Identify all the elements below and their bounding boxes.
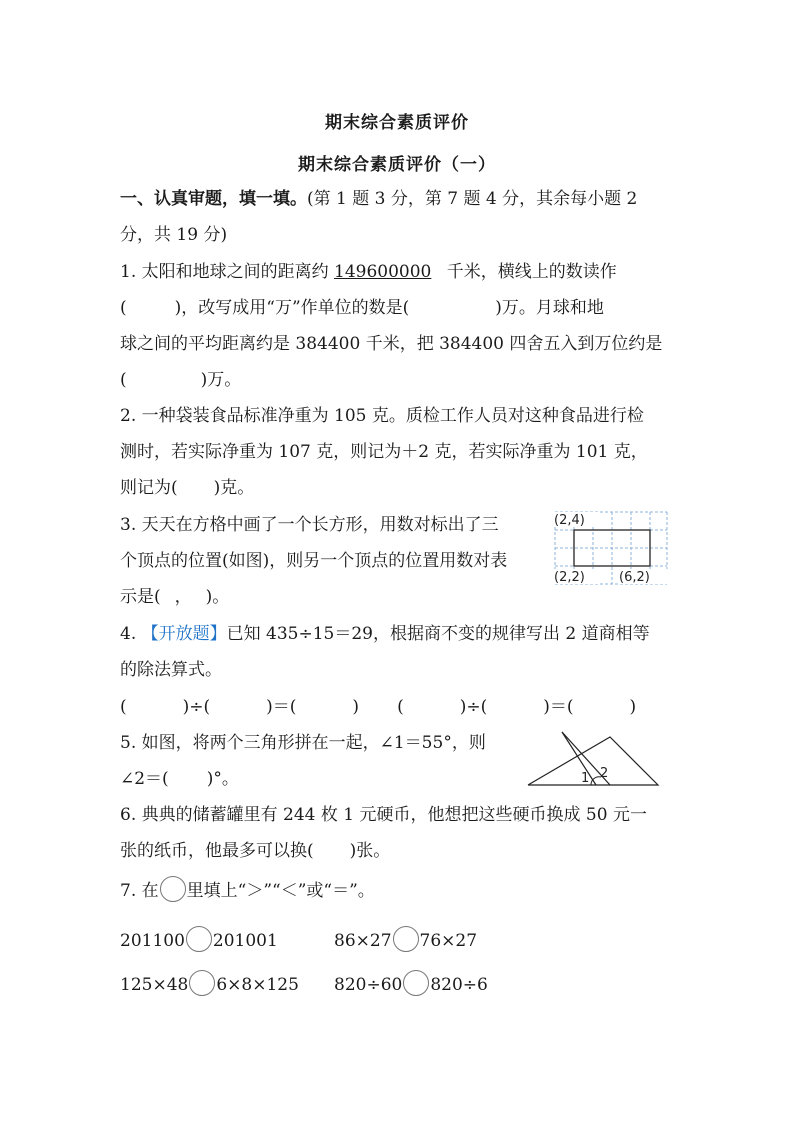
q7-example-circle — [160, 876, 186, 902]
q1-distance-number: 149600000 — [334, 262, 432, 282]
q7-compare-2: 86×27 76×27 — [334, 926, 477, 952]
q7-compare-3: 125×48 6×8×125 — [120, 970, 299, 996]
q3-label-top-left: (2,4) — [554, 513, 585, 528]
q7-compare-1: 201100 201001 — [120, 926, 278, 952]
q1-line-2: ( )，改写成用“万”作单位的数是( )万。月球和地 — [120, 298, 604, 318]
q7-circle-4[interactable] — [403, 970, 429, 996]
q3-label-bottom-left: (2,2) — [554, 570, 585, 585]
q7-line-1: 7. 在 里填上“＞”“＜”或“＝”。 — [120, 876, 375, 902]
q3-line-2: 个顶点的位置(如图)，则另一个顶点的位置用数对表 — [120, 551, 508, 571]
q6-line-2: 张的纸币，他最多可以换( )张。 — [120, 841, 391, 861]
q5-line-1: 5. 如图，将两个三角形拼在一起，∠1＝55°，则 — [120, 733, 486, 753]
q1-line-3: 球之间的平均距离约是 384400 千米，把 384400 四舍五入到万位约是 — [120, 334, 663, 354]
q7-circle-3[interactable] — [189, 970, 215, 996]
q3-line-3: 示是( ， )。 — [120, 587, 230, 607]
section-note-line: 分，共 19 分) — [120, 225, 228, 245]
q5-line-2: ∠2＝( )°。 — [120, 769, 239, 789]
q2-line-1: 2. 一种袋装食品标准净重为 105 克。质检工作人员对这种食品进行检 — [120, 406, 644, 426]
q7-compare-4: 820÷60 820÷6 — [334, 970, 488, 996]
q3-grid-figure — [552, 508, 670, 590]
page-title: 期末综合素质评价 — [325, 113, 469, 133]
page-subtitle: 期末综合素质评价（一） — [298, 155, 496, 175]
q1-text: 1. 太阳和地球之间的距离约 — [120, 262, 335, 282]
q3-line-1: 3. 天天在方格中画了一个长方形，用数对标出了三 — [120, 515, 499, 535]
q5-angle-2-label: 2 — [600, 766, 609, 781]
q3-label-bottom-right: (6,2) — [619, 570, 650, 585]
q7-circle-2[interactable] — [393, 926, 419, 952]
section-heading-line — [120, 184, 637, 209]
open-question-tag: 【开放题】 — [141, 624, 227, 644]
q6-line-1: 6. 典典的储蓄罐里有 244 枚 1 元硬币，他想把这些硬币换成 50 元一 — [120, 805, 647, 825]
q5-angle-1-label: 1 — [581, 771, 590, 786]
q4-equations: ( )÷( )＝( ) ( )÷( )＝( ) — [120, 697, 637, 717]
q2-line-2: 测时，若实际净重为 107 克，则记为＋2 克，若实际净重为 101 克， — [120, 442, 648, 462]
q1-line-4: ( )万。 — [120, 370, 242, 390]
q1-text-2: 千米，横线上的数读作 — [441, 262, 617, 282]
q4-line-1: 4. 【开放题】已知 435÷15＝29，根据商不变的规律写出 2 道商相等 — [120, 624, 650, 644]
section-note: (第 1 题 3 分，第 7 题 4 分，其余每小题 2 — [307, 189, 638, 209]
q2-line-3: 则记为( )克。 — [120, 478, 255, 498]
q4-line-2: 的除法算式。 — [120, 660, 222, 680]
q5-triangles-figure — [526, 730, 660, 790]
q1-line-1 — [120, 257, 617, 282]
q7-circle-1[interactable] — [186, 926, 212, 952]
section-heading: 一、认真审题，填一填。 — [120, 189, 307, 209]
